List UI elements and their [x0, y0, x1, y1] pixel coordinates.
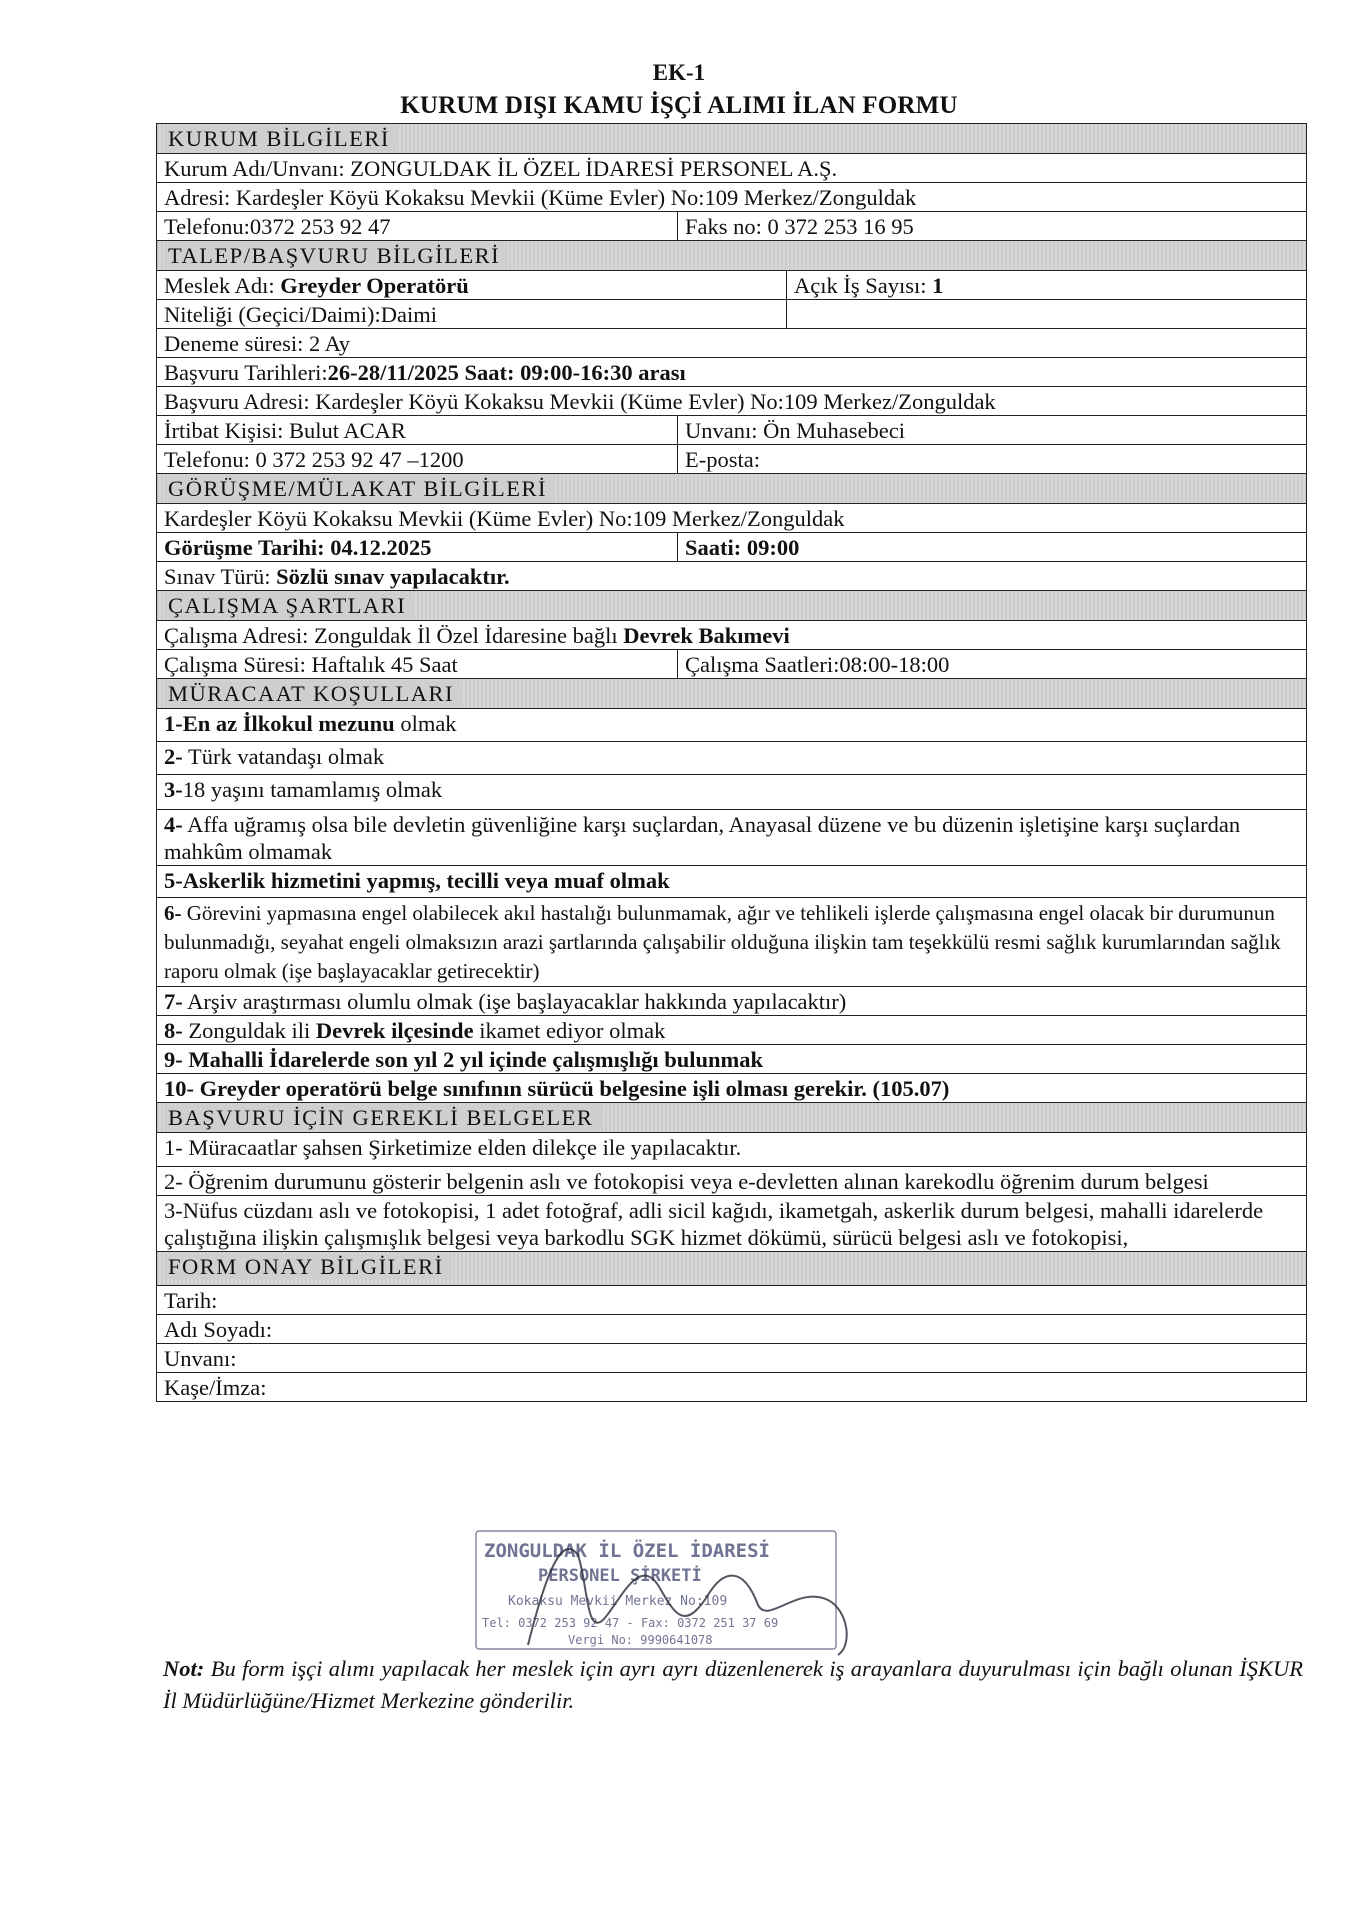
- company-stamp-signature: [468, 1525, 868, 1665]
- footnote: Not: Bu form işçi alımı yapılacak her meslek için ayrı ayrı düzenlenerek iş arayanlara duyurulması için bağlı olunan İŞKUR İl Müdürlüğüne/Hizmet Merkezine gönderilir.: [163, 1656, 1303, 1713]
- irtibat-eposta: E-posta:: [678, 445, 1307, 474]
- belge-1: 1- Müracaatlar şahsen Şirketimize elden dilekçe ile yapılacaktır.: [157, 1133, 1307, 1167]
- kurum-faks: Faks no: 0 372 253 16 95: [678, 212, 1307, 241]
- form-table: [156, 123, 1307, 1402]
- kurum-adi: Kurum Adı/Unvanı: ZONGULDAK İL ÖZEL İDARESİ PERSONEL A.Ş.: [157, 154, 1307, 183]
- basvuru-tarihleri: Başvuru Tarihleri:26-28/11/2025 Saat: 09:00-16:30 arası: [157, 358, 1307, 387]
- stamp-line-1: ZONGULDAK İL ÖZEL İDARESİ: [484, 1540, 770, 1562]
- acik-is-sayisi: Açık İş Sayısı: 1: [787, 271, 1307, 300]
- kosul-7: 7- Arşiv araştırması olumlu olmak (işe başlayacaklar hakkında yapılacaktır): [157, 987, 1307, 1016]
- calisma-adresi: Çalışma Adresi: Zonguldak İl Özel İdaresine bağlı Devrek Bakımevi: [157, 621, 1307, 650]
- kosul-8: 8- Zonguldak ili Devrek ilçesinde ikamet ediyor olmak: [157, 1016, 1307, 1045]
- kosul-4: 4- Affa uğramış olsa bile devletin güvenliğine karşı suçlardan, Anayasal düzene ve bu düzenin işletişine karşı suçlardan mahkûm olmamak: [157, 810, 1307, 866]
- deneme-suresi: Deneme süresi: 2 Ay: [157, 329, 1307, 358]
- onay-adi-soyadi: Adı Soyadı:: [157, 1315, 1307, 1344]
- section-talep: TALEP/BAŞVURU BİLGİLERİ: [157, 241, 1307, 271]
- stamp-line-4: Tel: 0372 253 92 47 - Fax: 0372 251 37 69: [482, 1616, 779, 1630]
- gorusme-adresi: Kardeşler Köyü Kokaksu Mevkii (Küme Evler) No:109 Merkez/Zonguldak: [157, 504, 1307, 533]
- stamp-line-5: Vergi No: 9990641078: [568, 1633, 713, 1647]
- annex-label: EK-1: [652, 60, 706, 85]
- niteligi: Niteliği (Geçici/Daimi):Daimi: [157, 300, 787, 329]
- kosul-3: 3-18 yaşını tamamlamış olmak: [157, 775, 1307, 810]
- gorusme-tarihi: Görüşme Tarihi: 04.12.2025: [157, 533, 678, 562]
- kurum-adres: Adresi: Kardeşler Köyü Kokaksu Mevkii (Küme Evler) No:109 Merkez/Zonguldak: [157, 183, 1307, 212]
- empty-cell: [787, 300, 1307, 329]
- belge-3: 3-Nüfus cüzdanı aslı ve fotokopisi, 1 adet fotoğraf, adli sicil kağıdı, ikametgah, askerlik durum belgesi, mahalli idarelerde çalıştığına ilişkin çalışmışlık belgesi veya barkodlu SGK hizmet dökümü, sürücü belgesi aslı ve fotokopisi,: [157, 1196, 1307, 1252]
- kosul-6: 6- Görevini yapmasına engel olabilecek akıl hastalığı bulunmamak, ağır ve tehlikeli işlerde çalışmasına engel olacak bir durumunun bulunmadığı, seyahat engeli olmaksızın arazi şartlarında çalışabilir olduğuna ilişkin tam teşekkülü resmi sağlık kurumlarından sağlık raporu olmak (işe başlayacaklar getirecektir): [157, 898, 1307, 987]
- meslek-adi: Meslek Adı: Greyder Operatörü: [157, 271, 787, 300]
- form-title: KURUM DIŞI KAMU İŞÇİ ALIMI İLAN FORMU: [400, 92, 958, 119]
- section-kurum: KURUM BİLGİLERİ: [157, 124, 1307, 154]
- kosul-9: 9- Mahalli İdarelerde son yıl 2 yıl içinde çalışmışlığı bulunmak: [157, 1045, 1307, 1074]
- irtibat-kisisi: İrtibat Kişisi: Bulut ACAR: [157, 416, 678, 445]
- kosul-2: 2- Türk vatandaşı olmak: [157, 742, 1307, 775]
- basvuru-adresi: Başvuru Adresi: Kardeşler Köyü Kokaksu Mevkii (Küme Evler) No:109 Merkez/Zonguldak: [157, 387, 1307, 416]
- kosul-5: 5-Askerlik hizmetini yapmış, tecilli veya muaf olmak: [157, 866, 1307, 898]
- gorusme-saati: Saati: 09:00: [678, 533, 1307, 562]
- calisma-suresi: Çalışma Süresi: Haftalık 45 Saat: [157, 650, 678, 679]
- irtibat-telefonu: Telefonu: 0 372 253 92 47 –1200: [157, 445, 678, 474]
- belge-2: 2- Öğrenim durumunu gösterir belgenin aslı ve fotokopisi veya e-devletten alınan karekodlu öğrenim durum belgesi: [157, 1167, 1307, 1196]
- onay-kase-imza: Kaşe/İmza:: [157, 1373, 1307, 1402]
- calisma-saatleri: Çalışma Saatleri:08:00-18:00: [678, 650, 1307, 679]
- kosul-10: 10- Greyder operatörü belge sınıfının sürücü belgesine işli olması gerekir. (105.07): [157, 1074, 1307, 1103]
- kurum-telefon: Telefonu:0372 253 92 47: [157, 212, 678, 241]
- onay-unvani: Unvanı:: [157, 1344, 1307, 1373]
- irtibat-unvani: Unvanı: Ön Muhasebeci: [678, 416, 1307, 445]
- kosul-1: 1-En az İlkokul mezunu olmak: [157, 709, 1307, 742]
- section-gorusme: GÖRÜŞME/MÜLAKAT BİLGİLERİ: [157, 474, 1307, 504]
- section-muracaat: MÜRACAAT KOŞULLARI: [157, 679, 1307, 709]
- sinav-turu: Sınav Türü: Sözlü sınav yapılacaktır.: [157, 562, 1307, 591]
- section-calisma: ÇALIŞMA ŞARTLARI: [157, 591, 1307, 621]
- stamp-line-3: Kokaksu Mevkii Merkez No:109: [508, 1594, 728, 1609]
- onay-tarih: Tarih:: [157, 1286, 1307, 1315]
- section-onay: FORM ONAY BİLGİLERİ: [157, 1252, 1307, 1286]
- stamp-line-2: PERSONEL ŞİRKETİ: [538, 1566, 702, 1586]
- section-belgeler: BAŞVURU İÇİN GEREKLİ BELGELER: [157, 1103, 1307, 1133]
